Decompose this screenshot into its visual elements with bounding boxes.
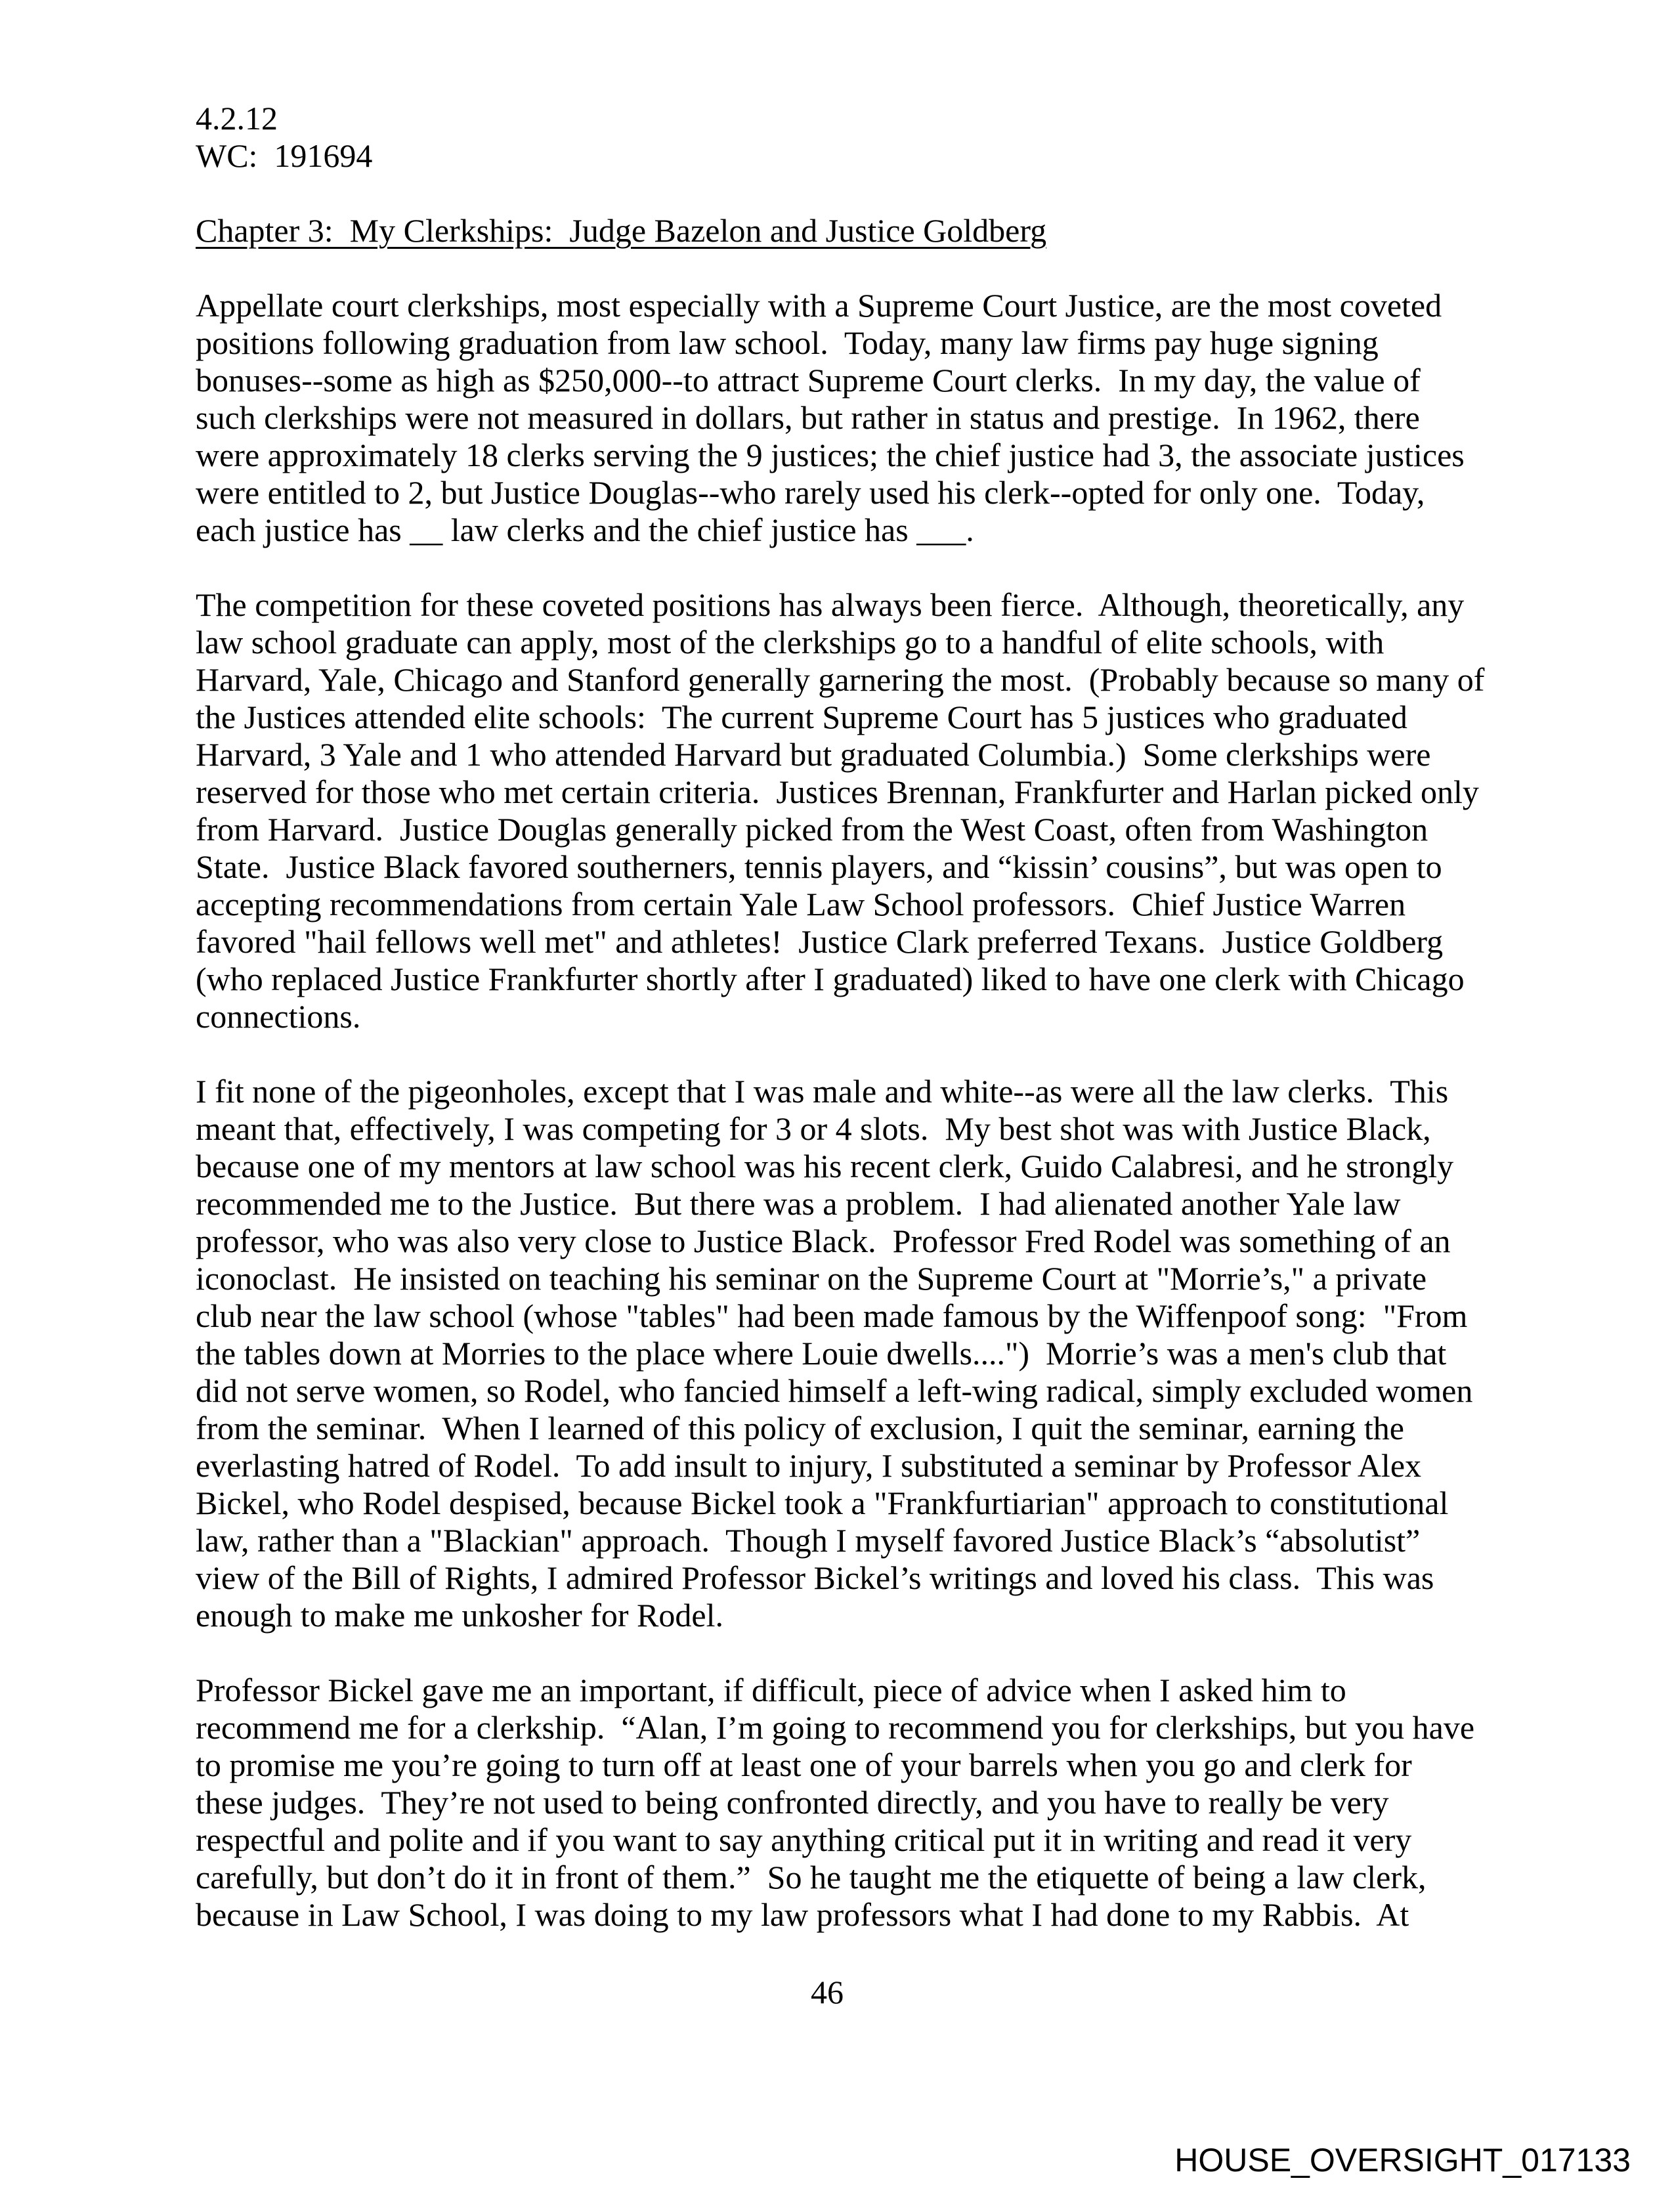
text-line: The competition for these coveted positions has always been fierce. Although, theoretically, any bbox=[196, 586, 1465, 623]
text-line: State. Justice Black favored southerners, tennis players, and “kissin’ cousins”, but was open to bbox=[196, 848, 1442, 885]
text-line: everlasting hatred of Rodel. To add insult to injury, I substituted a seminar by Professor Alex bbox=[196, 1447, 1422, 1484]
text-line: Harvard, Yale, Chicago and Stanford generally garnering the most. (Probably because so many of bbox=[196, 661, 1485, 698]
bates-stamp: HOUSE_OVERSIGHT_017133 bbox=[1174, 2142, 1631, 2179]
text-line: favored "hail fellows well met" and athletes! Justice Clark preferred Texans. Justice Goldberg bbox=[196, 923, 1444, 960]
text-line: the Justices attended elite schools: The current Supreme Court has 5 justices who graduated bbox=[196, 699, 1407, 735]
text-line: I fit none of the pigeonholes, except that I was male and white--as were all the law clerks. This bbox=[196, 1073, 1449, 1110]
text-line: were approximately 18 clerks serving the 9 justices; the chief justice had 3, the associate justices bbox=[196, 437, 1465, 473]
text-line: accepting recommendations from certain Yale Law School professors. Chief Justice Warren bbox=[196, 886, 1406, 922]
text-line: because one of my mentors at law school was his recent clerk, Guido Calabresi, and he strongly bbox=[196, 1148, 1454, 1184]
text-line: carefully, but don’t do it in front of them.” So he taught me the etiquette of being a law clerk, bbox=[196, 1859, 1427, 1896]
text-line: Harvard, 3 Yale and 1 who attended Harvard but graduated Columbia.) Some clerkships were bbox=[196, 736, 1431, 773]
chapter-title-text: Chapter 3: My Clerkships: Judge Bazelon and Justice Goldberg bbox=[196, 212, 1047, 249]
text-line: from the seminar. When I learned of this policy of exclusion, I quit the seminar, earning the bbox=[196, 1410, 1404, 1446]
text-line: recommended me to the Justice. But there was a problem. I had alienated another Yale law bbox=[196, 1185, 1401, 1222]
text-line: from Harvard. Justice Douglas generally picked from the West Coast, often from Washington bbox=[196, 811, 1428, 848]
text-line: respectful and polite and if you want to say anything critical put it in writing and read it very bbox=[196, 1821, 1412, 1858]
chapter-title bbox=[196, 212, 1509, 249]
text-line: iconoclast. He insisted on teaching his seminar on the Supreme Court at "Morrie’s," a private bbox=[196, 1260, 1427, 1297]
text-line: (who replaced Justice Frankfurter shortly after I graduated) liked to have one clerk with Chicago bbox=[196, 961, 1465, 997]
text-line: recommend me for a clerkship. “Alan, I’m going to recommend you for clerkships, but you have bbox=[196, 1709, 1475, 1746]
text-line: bonuses--some as high as $250,000--to attract Supreme Court clerks. In my day, the value of bbox=[196, 362, 1421, 399]
document-body bbox=[196, 100, 1509, 1971]
text-line: the tables down at Morries to the place where Louie dwells....") Morrie’s was a men's club that bbox=[196, 1335, 1447, 1372]
text-line: enough to make me unkosher for Rodel. bbox=[196, 1597, 723, 1634]
text-line: club near the law school (whose "tables" had been made famous by the Wiffenpoof song: "From bbox=[196, 1297, 1468, 1334]
text-line: Bickel, who Rodel despised, because Bickel took a "Frankfurtiarian" approach to constitutional bbox=[196, 1485, 1449, 1521]
paragraph bbox=[196, 1672, 1509, 1934]
text-line: did not serve women, so Rodel, who fancied himself a left-wing radical, simply excluded women bbox=[196, 1372, 1473, 1409]
text-line: Appellate court clerkships, most especially with a Supreme Court Justice, are the most coveted bbox=[196, 287, 1442, 324]
text-line: law, rather than a "Blackian" approach. Though I myself favored Justice Black’s “absolutist” bbox=[196, 1522, 1421, 1559]
text-line: were entitled to 2, but Justice Douglas--who rarely used his clerk--opted for only one. Today, bbox=[196, 474, 1425, 511]
text-line: each justice has __ law clerks and the chief justice has ___. bbox=[196, 511, 974, 548]
spacer bbox=[196, 249, 1509, 287]
page-number: 46 bbox=[811, 1974, 844, 2010]
text-line: such clerkships were not measured in dollars, but rather in status and prestige. In 1962, there bbox=[196, 399, 1420, 436]
text-line: these judges. They’re not used to being confronted directly, and you have to really be very bbox=[196, 1784, 1389, 1821]
text-line: reserved for those who met certain criteria. Justices Brennan, Frankfurter and Harlan picked only bbox=[196, 773, 1479, 810]
paragraph bbox=[196, 1073, 1509, 1634]
paragraph bbox=[196, 287, 1509, 549]
text-line: because in Law School, I was doing to my law professors what I had done to my Rabbis. At bbox=[196, 1896, 1409, 1933]
text-line: connections. bbox=[196, 998, 361, 1035]
text-line: positions following graduation from law school. Today, many law firms pay huge signing bbox=[196, 324, 1379, 361]
paragraph bbox=[196, 586, 1509, 1035]
word-count: WC: 191694 bbox=[196, 137, 373, 174]
draft-date: 4.2.12 bbox=[196, 100, 278, 137]
text-line: professor, who was also very close to Justice Black. Professor Fred Rodel was something of an bbox=[196, 1223, 1451, 1259]
spacer bbox=[196, 175, 1509, 212]
text-line: Professor Bickel gave me an important, if difficult, piece of advice when I asked him to bbox=[196, 1672, 1346, 1708]
text-line: to promise me you’re going to turn off at least one of your barrels when you go and clerk for bbox=[196, 1746, 1412, 1783]
text-line: meant that, effectively, I was competing for 3 or 4 slots. My best shot was with Justice Black, bbox=[196, 1110, 1431, 1147]
text-line: view of the Bill of Rights, I admired Professor Bickel’s writings and loved his class. This was bbox=[196, 1559, 1434, 1596]
paragraphs bbox=[196, 287, 1509, 1934]
text-line: law school graduate can apply, most of the clerkships go to a handful of elite schools, with bbox=[196, 624, 1384, 661]
